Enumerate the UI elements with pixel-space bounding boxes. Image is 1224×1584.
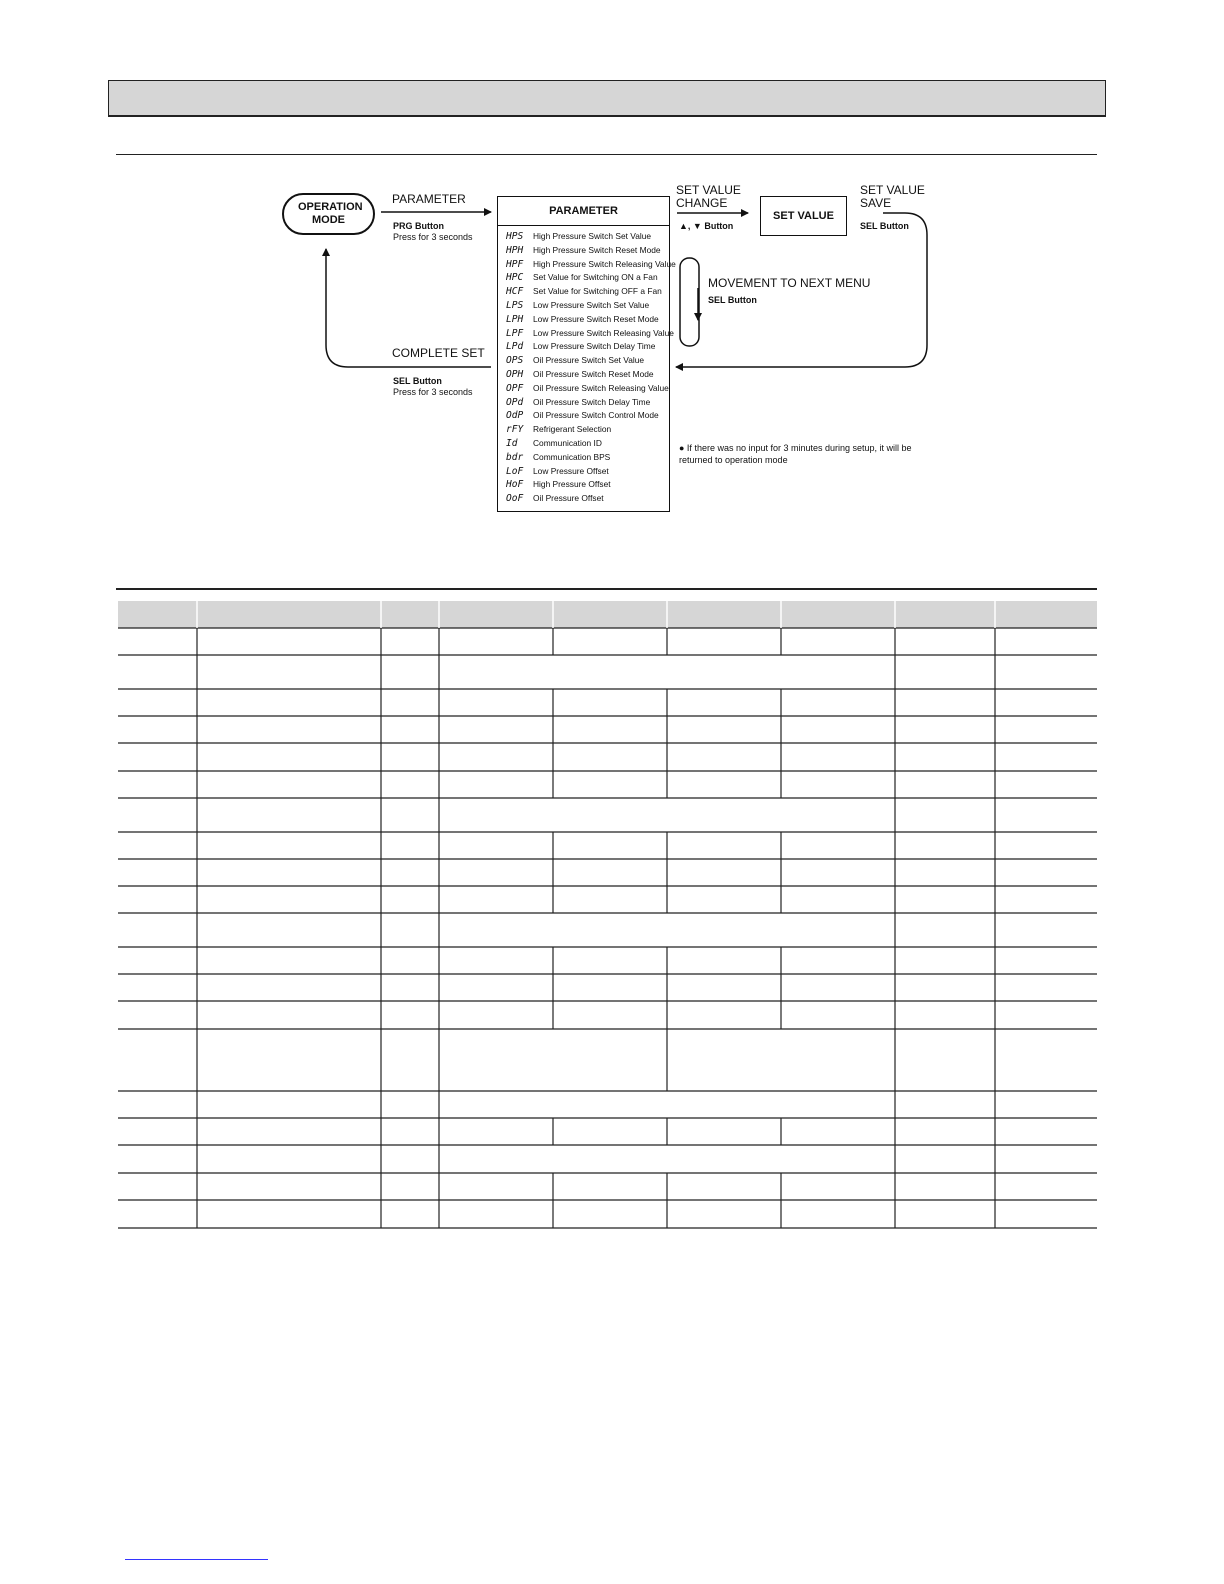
parameter-code: LPS [506,299,524,311]
parameter-code: rFY [506,424,524,436]
parameter-code: Id [506,437,518,449]
footer-link-underline [125,1559,268,1560]
parameter-desc: Oil Pressure Switch Control Mode [533,410,659,421]
movement-loop [680,258,699,346]
parameter-code: LoF [506,465,524,477]
parameter-code: OoF [506,493,524,505]
divider-table [116,588,1097,590]
parameter-code: HPF [506,258,524,270]
parameter-code: HPC [506,272,524,284]
movement-sel-button: SEL Button [708,295,757,305]
parameter-code: bdr [506,451,524,463]
movement-label: MOVEMENT TO NEXT MENU [708,276,871,290]
flow-connectors [0,0,1224,600]
parameter-desc: Oil Pressure Switch Reset Mode [533,368,654,379]
parameter-desc: High Pressure Switch Reset Mode [533,244,661,255]
parameter-desc: Set Value for Switching OFF a Fan [533,286,662,297]
parameter-desc: Low Pressure Switch Reset Mode [533,313,659,324]
parameter-code: OPS [506,355,524,367]
sel-save-button-label: SEL Button [860,221,909,231]
complete-sel-button: SEL Button [393,376,442,386]
set-value-box-label: SET VALUE [773,210,834,222]
operation-mode-label: OPERATION MODE [298,201,363,226]
parameter-code: HoF [506,479,524,491]
arrow-complete-set [326,249,491,367]
parameter-code: HPS [506,231,524,242]
parameter-code: LPH [506,313,524,325]
parameter-desc: Low Pressure Offset [533,465,609,476]
prg-button-label: PRG Button [393,221,444,231]
parameter-code: OdP [506,410,524,422]
parameter-desc: High Pressure Switch Releasing Value [533,258,676,269]
parameter-desc: Refrigerant Selection [533,424,612,435]
parameter-desc: Low Pressure Switch Releasing Value [533,327,674,338]
table-grid [118,601,1097,1230]
parameter-code: OPF [506,382,524,394]
parameter-code: LPF [506,327,524,339]
parameter-code: OPd [506,396,524,408]
set-value-save-line2: SAVE [860,196,892,210]
timeout-note-text: ● If there was no input for 3 minutes during setup, it will be returned to operation mode [679,443,912,465]
parameter-desc: Communication ID [533,437,602,448]
arrow-save-return [676,213,927,367]
up-down-button-label: ▲, ▼ Button [679,221,734,231]
parameter-arrow-label: PARAMETER [392,192,466,206]
parameter-desc: High Pressure Offset [533,479,611,490]
prg-press-note: Press for 3 seconds [393,232,473,242]
parameter-code: HCF [506,286,524,298]
complete-set-label: COMPLETE SET [392,346,485,360]
parameter-desc: Oil Pressure Switch Delay Time [533,396,651,407]
parameter-box-title: PARAMETER [498,197,669,226]
set-value-change-line1: SET VALUE [676,183,741,197]
parameter-desc: Low Pressure Switch Delay Time [533,341,656,352]
parameter-desc: Low Pressure Switch Set Value [533,299,650,310]
parameter-desc: Oil Pressure Switch Releasing Value [533,382,669,393]
parameter-desc: Oil Pressure Offset [533,493,604,504]
parameter-desc: High Pressure Switch Set Value [533,231,652,241]
parameter-desc: Set Value for Switching ON a Fan [533,272,658,283]
parameter-code: LPd [506,341,524,353]
set-value-save-line1: SET VALUE [860,183,925,197]
set-value-change-line2: CHANGE [676,196,728,210]
complete-press-note: Press for 3 seconds [393,387,473,397]
parameter-desc: Oil Pressure Switch Set Value [533,355,645,366]
parameter-code: HPH [506,244,524,256]
parameter-desc: Communication BPS [533,451,611,462]
parameter-code: OPH [506,368,524,380]
parameter-table [118,601,1097,1228]
